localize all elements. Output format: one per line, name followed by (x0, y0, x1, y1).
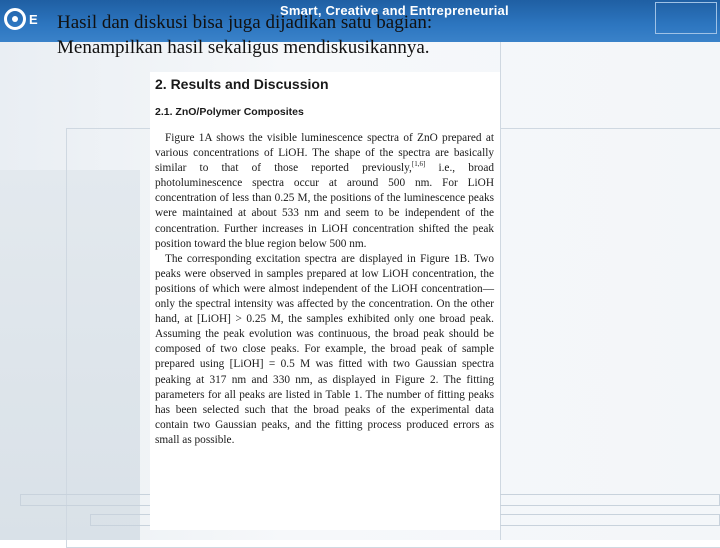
paragraph-1 (155, 131, 494, 252)
paragraph-2: The corresponding excitation spectra are displayed in Figure 1B. Two peaks were observed in samples prepared at low LiOH concentration, the positions of which were almost independent of the LiOH concentration—only the spectral intensity was affected by the concentration. On the other hand, at [LiOH] > 0.25 M, the samples exhibited only one broad peak. Assuming the peak evolution was continuous, the broad peak should be composed of two close peaks. For example, the broad peak of sample prepared using [LiOH] = 0.5 M was fitted with two Gaussian spectra peaking at 317 nm and 330 nm, as displayed in Figure 2. The fitting parameters for all peaks are listed in Table 1. The number of fitting peaks has been selected such that the broad peaks of the experimental data contain two Gaussian peaks, and the fitting process produced errors as small as possible. (155, 252, 494, 446)
slide-title-line1: Hasil dan diskusi bisa juga dijadikan satu bagian: (57, 12, 433, 33)
paragraph-1-part-a: Figure 1A shows the visible luminescence spectra of ZnO prepared at various concentrations of LiOH. The shape of the spectra are basically similar to that of those reported previously, (155, 132, 494, 175)
header-decoration-box (655, 2, 717, 34)
section-title: 2. Results and Discussion (155, 76, 329, 92)
paper-excerpt (150, 72, 500, 530)
frame-divider (500, 42, 501, 540)
tagline: Smart, Creative and Entrepreneurial (280, 3, 509, 18)
citation-ref: [1,6] (411, 160, 426, 169)
logo (4, 5, 64, 33)
slide-title (57, 10, 657, 60)
logo-text: E (29, 11, 38, 27)
subsection-title: 2.1. ZnO/Polymer Composites (155, 106, 304, 118)
paragraph-1-part-b: i.e., broad photoluminescence spectra occur at around 500 nm. For LiOH concentration of less than 0.25 M, the positions of the luminescence peaks were maintained at about 533 nm and seem to be independent of the concentration. Further increases in LiOH concentration shifted the peak position toward the blue region below 500 nm. (155, 162, 494, 250)
slide-title-line2: Menampilkan hasil sekaligus mendiskusikannya. (57, 37, 430, 58)
logo-mark-icon (4, 8, 26, 30)
